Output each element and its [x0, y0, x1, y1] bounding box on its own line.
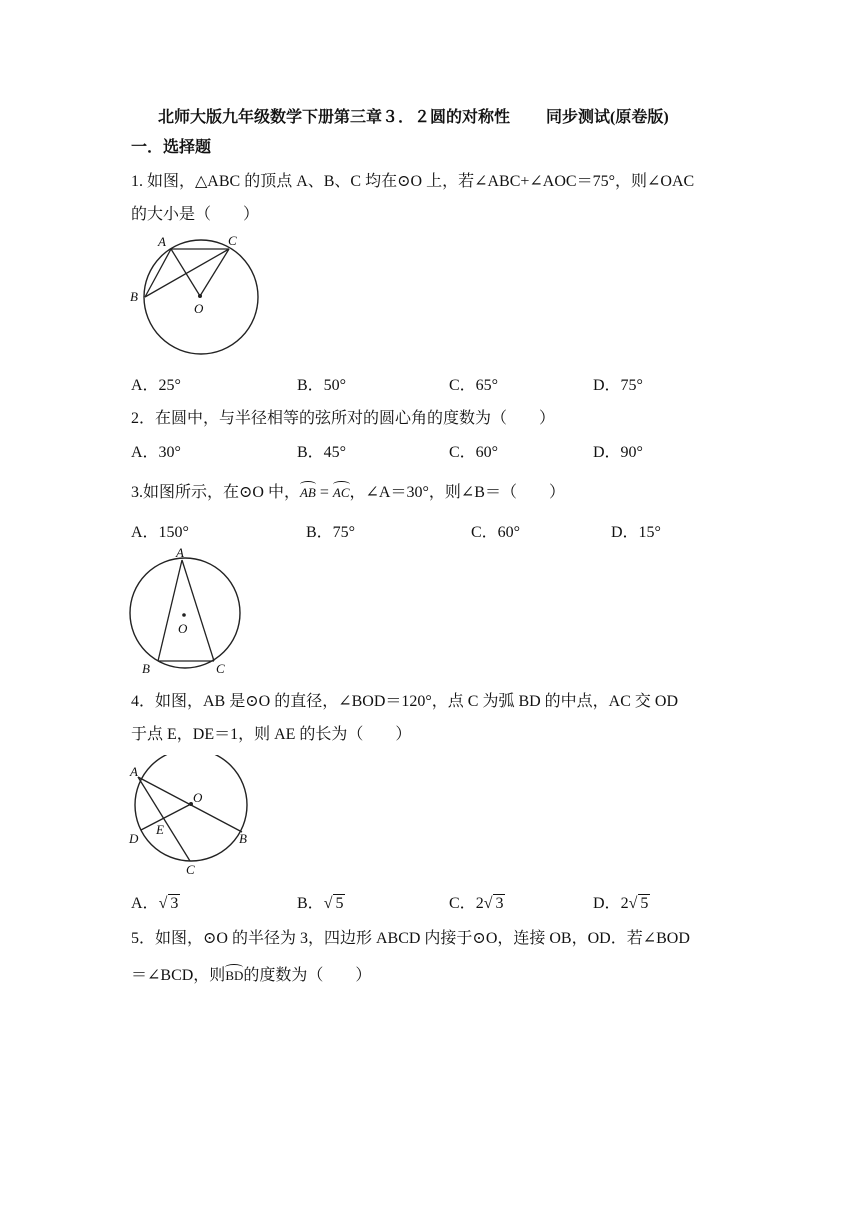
q5-text-line2: [131, 962, 371, 985]
q4-text-line2: 于点 E，DE＝1，则 AE 的长为（ ）: [131, 726, 412, 743]
q3-arc-ac: AC: [332, 485, 350, 500]
q1-label-b: B: [130, 289, 138, 304]
q3-suffix: ，∠A＝30°，则∠B＝（ ）: [349, 484, 565, 501]
q3-label-a: A: [176, 545, 184, 560]
q1-figure: [125, 230, 275, 360]
q4-label-o: O: [193, 790, 203, 805]
q3-label-b: B: [142, 661, 150, 676]
q3-options: [131, 519, 751, 541]
q3-text: [131, 479, 565, 502]
section-heading: 一．选择题: [131, 139, 212, 156]
q4-option-c[interactable]: C．2√ 3: [449, 895, 504, 912]
q3-circle: [130, 558, 240, 668]
q1-label-a: A: [158, 234, 166, 249]
q4-option-d[interactable]: D．2√ 5: [593, 895, 649, 912]
q5-prefix: ＝∠BCD，则: [131, 967, 226, 984]
q3-option-a[interactable]: A．150°: [131, 524, 189, 541]
q2-option-a[interactable]: A．30°: [131, 444, 181, 461]
q1-option-c[interactable]: C．65°: [449, 377, 499, 394]
q1-label-o: O: [194, 301, 204, 316]
q3-option-b[interactable]: B．75°: [306, 524, 356, 541]
q3-prefix: 3.如图所示，在⊙O 中，: [131, 484, 300, 501]
q1-options: [131, 372, 751, 394]
q2-text: 2．在圆中，与半径相等的弦所对的圆心角的度数为（ ）: [131, 410, 556, 427]
q3-option-c[interactable]: C．60°: [471, 524, 521, 541]
q1-text-line2: 的大小是（ ）: [131, 206, 260, 223]
q4-label-d: D: [129, 831, 139, 846]
q1-text-line1: 1. 如图，△ABC 的顶点 A、B、C 均在⊙O 上，若∠ABC+∠AOC＝75°，则∠OAC: [131, 173, 695, 190]
q4-figure: [125, 755, 260, 880]
q4-text-line1: 4．如图，AB 是⊙O 的直径，∠BOD＝120°，点 C 为弧 BD 的中点，AC 交 OD: [131, 693, 679, 710]
q3-figure: [125, 543, 250, 680]
q4-label-e: E: [156, 822, 164, 837]
q4-option-a[interactable]: A．√ 3: [131, 895, 179, 912]
page-title: 北师大版九年级数学下册第三章３．２圆的对称性 同步测试(原卷版): [158, 109, 669, 126]
q4-options: [131, 890, 751, 912]
q3-arc-ab: AB: [299, 485, 316, 500]
q1-label-c: C: [228, 233, 237, 248]
q3-label-c: C: [216, 661, 225, 676]
q3-label-o: O: [178, 621, 188, 636]
q5-text-line1: 5．如图，⊙O 的半径为 3，四边形 ABCD 内接于⊙O，连接 OB，OD．若∠BOD: [131, 930, 690, 947]
q4-label-c: C: [186, 862, 195, 877]
q5-arc-bd: BD: [225, 968, 244, 983]
q5-suffix: 的度数为（ ）: [243, 967, 372, 984]
q1-option-a[interactable]: A．25°: [131, 377, 181, 394]
q2-option-c[interactable]: C．60°: [449, 444, 499, 461]
q4-option-b[interactable]: B．√ 5: [297, 895, 344, 912]
q2-options: [131, 439, 751, 461]
q1-option-b[interactable]: B．50°: [297, 377, 347, 394]
q3-option-d[interactable]: D．15°: [611, 524, 661, 541]
q4-label-a: A: [130, 764, 138, 779]
q3-equals: =: [315, 484, 333, 501]
q1-option-d[interactable]: D．75°: [593, 377, 643, 394]
q2-option-b[interactable]: B．45°: [297, 444, 347, 461]
q4-label-b: B: [239, 831, 247, 846]
q2-option-d[interactable]: D．90°: [593, 444, 643, 461]
q4-circle: [135, 755, 247, 861]
